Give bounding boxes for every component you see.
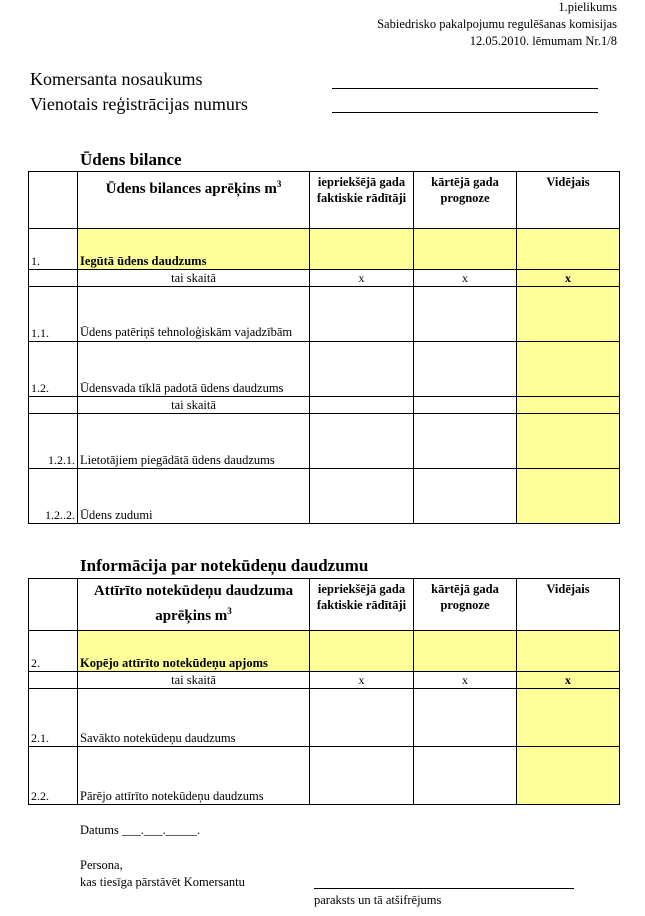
commission-name: Sabiedrisko pakalpojumu regulēšanas komisijas xyxy=(377,17,617,31)
table-row xyxy=(29,270,620,287)
row-number: 1.1. xyxy=(29,287,78,342)
header-average: Vidējais xyxy=(517,579,620,631)
input-cell[interactable] xyxy=(414,631,517,672)
input-cell[interactable] xyxy=(414,414,517,469)
date-field: Datums ___.___._____. xyxy=(80,823,201,837)
signature-line xyxy=(314,888,574,889)
input-cell[interactable] xyxy=(517,469,620,524)
table-row xyxy=(29,747,620,805)
water-balance-table xyxy=(28,171,620,524)
wastewater-table xyxy=(28,578,620,805)
water-balance-title: Ūdens bilance xyxy=(80,150,182,169)
input-cell[interactable] xyxy=(517,414,620,469)
row-sublabel: tai skaitā xyxy=(78,672,310,689)
input-cell[interactable] xyxy=(517,397,620,414)
wastewater-title: Informācija par notekūdeņu daudzumu xyxy=(80,556,369,575)
table-row xyxy=(29,287,620,342)
row-sublabel: tai skaitā xyxy=(78,397,310,414)
input-cell[interactable] xyxy=(517,747,620,805)
row-number xyxy=(29,672,78,689)
row-number: 1.2..2. xyxy=(29,469,78,524)
row-label: Ūdens zudumi xyxy=(78,469,310,524)
table-row xyxy=(29,342,620,397)
row-number xyxy=(29,397,78,414)
table-row xyxy=(29,689,620,747)
input-cell[interactable] xyxy=(517,287,620,342)
authorized-rep-label: kas tiesīga pārstāvēt Komersantu xyxy=(80,875,245,889)
x-mark: x xyxy=(310,270,414,287)
header-average: Vidējais xyxy=(517,172,620,229)
input-cell[interactable] xyxy=(517,229,620,270)
input-cell[interactable] xyxy=(310,689,414,747)
input-cell[interactable] xyxy=(414,747,517,805)
header-prev-year: iepriekšējā gada faktiskie rādītāji xyxy=(310,579,414,631)
row-number: 1.2. xyxy=(29,342,78,397)
x-mark: x xyxy=(414,672,517,689)
row-label: Ūdensvada tīklā padotā ūdens daudzums xyxy=(78,342,310,397)
input-cell[interactable] xyxy=(414,397,517,414)
x-mark: x xyxy=(310,672,414,689)
input-cell[interactable] xyxy=(310,229,414,270)
input-cell[interactable] xyxy=(414,689,517,747)
row-number: 2.1. xyxy=(29,689,78,747)
input-cell[interactable] xyxy=(414,287,517,342)
company-name-line xyxy=(332,88,598,89)
row-label: Pārējo attīrīto notekūdeņu daudzums xyxy=(78,747,310,805)
table-header-row xyxy=(29,579,620,631)
table-row xyxy=(29,672,620,689)
header-num-cell xyxy=(29,579,78,631)
header-current-year: kārtējā gada prognoze xyxy=(414,172,517,229)
row-sublabel: tai skaitā xyxy=(78,270,310,287)
header-current-year: kārtējā gada prognoze xyxy=(414,579,517,631)
row-label: Savākto notekūdeņu daudzums xyxy=(78,689,310,747)
person-label: Persona, xyxy=(80,858,123,872)
table-row xyxy=(29,414,620,469)
row-number: 1. xyxy=(29,229,78,270)
x-mark: x xyxy=(517,672,620,689)
table-row xyxy=(29,631,620,672)
row-number: 2. xyxy=(29,631,78,672)
input-cell[interactable] xyxy=(517,631,620,672)
input-cell[interactable] xyxy=(310,631,414,672)
input-cell[interactable] xyxy=(517,689,620,747)
reg-number-label: Vienotais reģistrācijas numurs xyxy=(30,94,248,114)
input-cell[interactable] xyxy=(517,342,620,397)
row-label: Lietotājiem piegādātā ūdens daudzums xyxy=(78,414,310,469)
decision-reference: 12.05.2010. lēmumam Nr.1/8 xyxy=(469,34,617,48)
header-prev-year: iepriekšējā gada faktiskie rādītāji xyxy=(310,172,414,229)
input-cell[interactable] xyxy=(310,287,414,342)
input-cell[interactable] xyxy=(414,469,517,524)
company-name-label: Komersanta nosaukums xyxy=(30,69,203,89)
x-mark: x xyxy=(414,270,517,287)
input-cell[interactable] xyxy=(310,397,414,414)
row-number: 2.2. xyxy=(29,747,78,805)
header-num-cell xyxy=(29,172,78,229)
table-row xyxy=(29,229,620,270)
input-cell[interactable] xyxy=(310,342,414,397)
header-calc: Attīrīto notekūdeņu daudzuma aprēķins $m^3$ xyxy=(78,579,310,631)
annex-number: 1.pielikums xyxy=(558,0,617,14)
reg-number-line xyxy=(332,112,598,113)
x-mark: x xyxy=(517,270,620,287)
row-label: Iegūtā ūdens daudzums xyxy=(78,229,310,270)
table-row xyxy=(29,469,620,524)
header-calc: Ūdens bilances aprēķins $m^3$ xyxy=(78,172,310,229)
input-cell[interactable] xyxy=(310,469,414,524)
row-number xyxy=(29,270,78,287)
table-header-row xyxy=(29,172,620,229)
row-label: Kopējo attīrīto notekūdeņu apjoms xyxy=(78,631,310,672)
signature-caption: paraksts un tā atšifrējums xyxy=(314,893,442,907)
input-cell[interactable] xyxy=(414,342,517,397)
input-cell[interactable] xyxy=(310,414,414,469)
row-label: Ūdens patēriņš tehnoloģiskām vajadzībām xyxy=(78,287,310,342)
input-cell[interactable] xyxy=(310,747,414,805)
table-row xyxy=(29,397,620,414)
input-cell[interactable] xyxy=(414,229,517,270)
row-number: 1.2.1. xyxy=(29,414,78,469)
